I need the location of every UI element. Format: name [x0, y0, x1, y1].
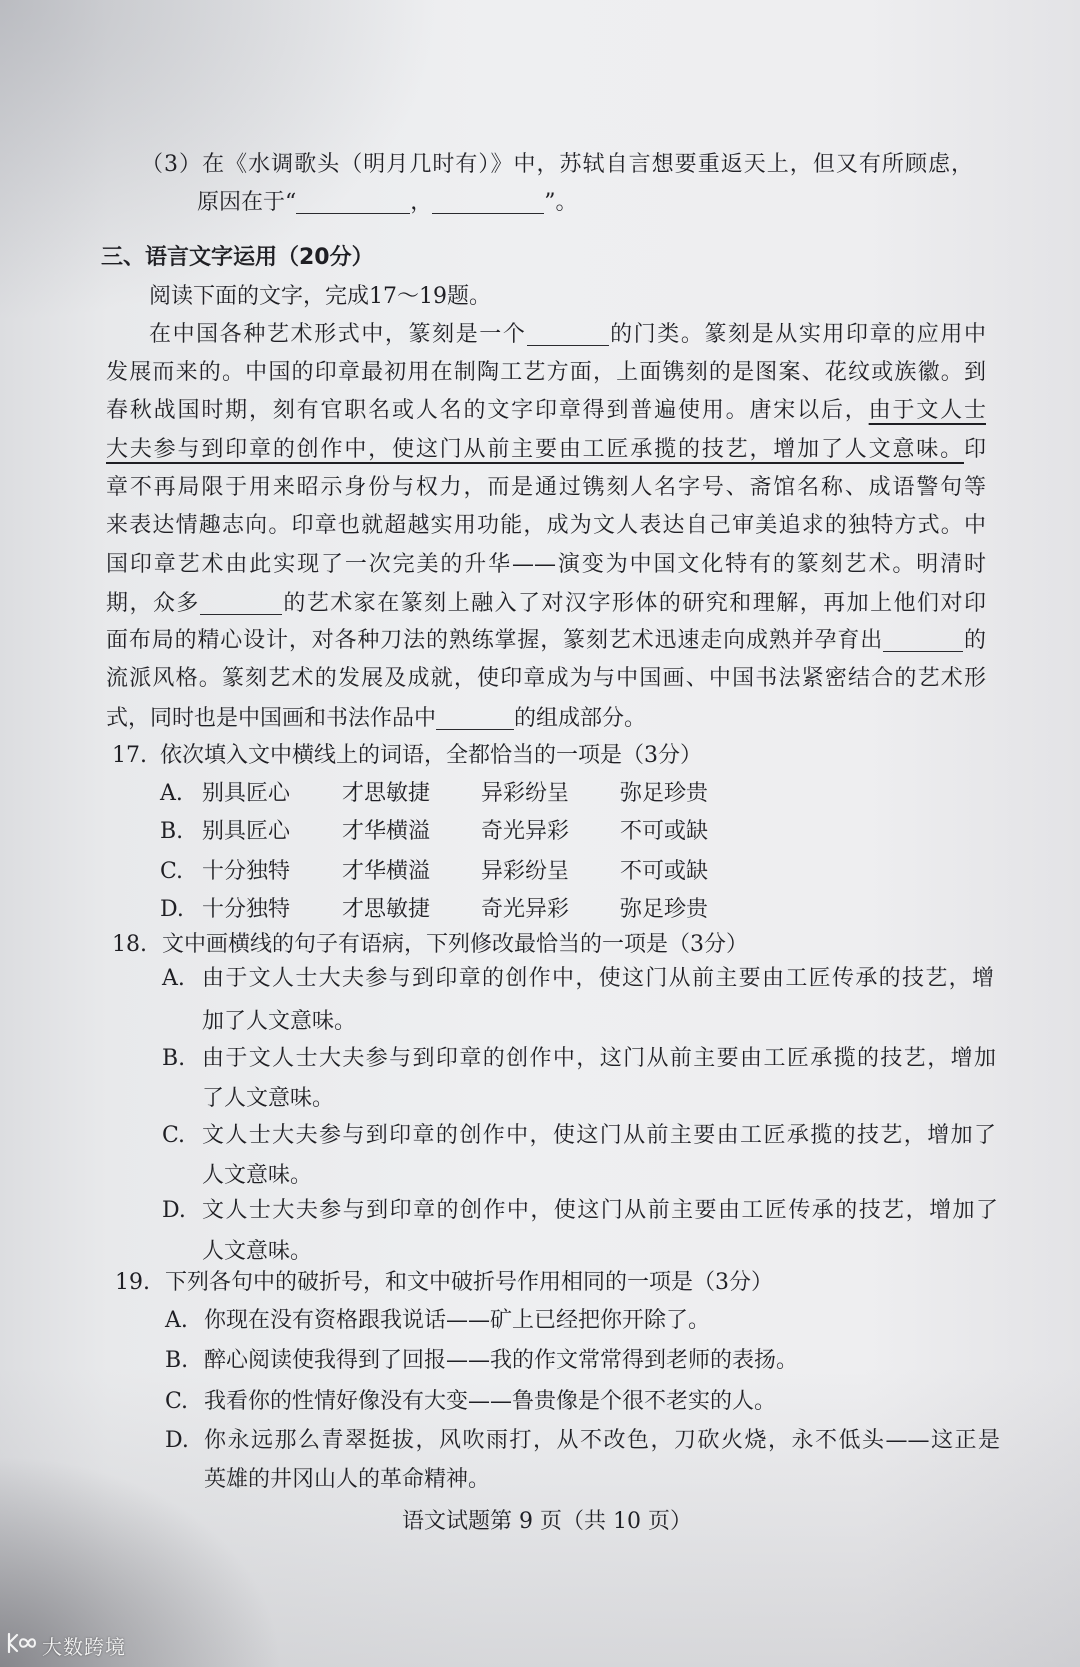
option-row	[0, 777, 1080, 811]
option-choice: 异彩纷呈	[481, 859, 570, 884]
option-label: B.	[165, 1348, 189, 1373]
passage-text: 期，众多	[106, 591, 200, 616]
option-text: 文人士大夫参与到印章的创作中，使这门从前主要由工匠传承的技艺，增加了	[202, 1198, 998, 1223]
fill-blank	[883, 650, 963, 652]
option-text: 醉心阅读使我得到了回报——我的作文常常得到老师的表扬。	[204, 1348, 799, 1373]
watermark	[6, 1630, 126, 1660]
question-19	[0, 1266, 1080, 1300]
question-3-text: ，	[410, 190, 433, 215]
passage-line	[106, 433, 986, 467]
option-choice: 奇光异彩	[481, 897, 570, 922]
watermark-text: 大数跨境	[42, 1634, 126, 1659]
fill-blank	[436, 728, 514, 730]
option-text: 由于文人士大夫参与到印章的创作中，这门从前主要由工匠承揽的技艺，增加	[202, 1046, 996, 1071]
option-label: B.	[162, 1046, 186, 1071]
option-choice: 十分独特	[202, 897, 291, 922]
option-choice: 才华横溢	[342, 819, 431, 844]
section-instruction: 阅读下面的文字，完成17～19题。	[149, 284, 491, 309]
page-footer: 语文试题第 9 页（共 10 页）	[402, 1509, 692, 1534]
passage-text: 面布局的精心设计，对各种刀法的熟练掌握，篆刻艺术迅速走向成熟并孕育出	[106, 628, 884, 653]
option-text: 我看你的性情好像没有大变——鲁贵像是个很不老实的人。	[204, 1389, 777, 1414]
option-label: D.	[160, 897, 184, 922]
option-choice: 弥足珍贵	[620, 781, 709, 806]
option-label: A.	[160, 781, 183, 806]
passage-text: 在中国各种艺术形式中，篆刻是一个	[149, 322, 527, 347]
option-label: D.	[165, 1428, 189, 1453]
option-text: 文人士大夫参与到印章的创作中，使这门从前主要由工匠承揽的技艺，增加了	[202, 1123, 996, 1148]
question-3-line-1: （3）在《水调歌头（明月几时有）》中，苏轼自言想要重返天上，但又有所顾虑，	[141, 152, 973, 177]
option-label: D.	[162, 1198, 186, 1223]
option-row	[0, 815, 1080, 849]
passage-line	[106, 624, 986, 658]
passage-text: 的组成部分。	[514, 706, 647, 731]
passage-text: 式，同时也是中国画和书法作品中	[106, 706, 437, 731]
passage-text: 的门类。篆刻是从实用印章的应用中	[608, 322, 986, 347]
passage-text: 的	[963, 628, 986, 653]
passage-line: 来表达情趣志向。印章也就超越实用功能，成为文人表达自己审美追求的独特方式。中	[106, 513, 986, 538]
option-choice: 不可或缺	[620, 819, 709, 844]
option-choice: 异彩纷呈	[481, 781, 570, 806]
option-text: 由于文人士大夫参与到印章的创作中，使这门从前主要由工匠传承的技艺，增	[202, 966, 994, 991]
option-choice: 十分独特	[202, 859, 291, 884]
brand-logo-icon	[6, 1631, 36, 1659]
option-text: 英雄的井冈山人的革命精神。	[204, 1467, 491, 1492]
option-text: 你永远那么青翠挺拔，风吹雨打，从不改色，刀砍火烧，永不低头——这正是	[204, 1428, 1000, 1453]
option-label: A.	[165, 1308, 188, 1333]
fill-blank	[200, 613, 282, 615]
option-text: 人文意味。	[202, 1163, 313, 1188]
question-17	[0, 739, 1080, 773]
option-choice: 才思敏捷	[342, 897, 431, 922]
passage-line	[106, 587, 986, 621]
passage-text: 春秋战国时期，刻有官职名或人名的文字印章得到普遍使用。唐宋以后，	[106, 398, 869, 423]
passage-line	[106, 394, 986, 428]
option-label: A.	[162, 966, 185, 991]
passage-line	[149, 318, 986, 352]
fill-blank	[527, 344, 609, 346]
option-text: 加了人文意味。	[202, 1009, 357, 1034]
option-label: C.	[162, 1123, 186, 1148]
passage-text: 的艺术家在篆刻上融入了对汉字形体的研究和理解，再加上他们对印	[281, 591, 986, 616]
option-label: B.	[160, 819, 184, 844]
passage-text: 印	[963, 437, 986, 462]
question-18	[0, 928, 1080, 962]
option-row	[0, 893, 1080, 927]
option-label: C.	[160, 859, 184, 884]
option-choice: 不可或缺	[620, 859, 709, 884]
fill-blank	[432, 212, 544, 214]
option-choice: 弥足珍贵	[620, 897, 709, 922]
option-choice: 才华横溢	[342, 859, 431, 884]
question-3-text: 原因在于“	[197, 190, 297, 215]
question-number: 19.	[115, 1270, 150, 1295]
option-choice: 别具匠心	[202, 819, 291, 844]
question-3-text: ”。	[544, 190, 578, 215]
fill-blank	[296, 212, 410, 214]
option-row	[0, 855, 1080, 889]
option-text: 人文意味。	[202, 1239, 313, 1264]
passage-line	[106, 702, 646, 736]
option-text: 你现在没有资格跟我说话——矿上已经把你开除了。	[204, 1308, 711, 1333]
question-stem: 下列各句中的破折号，和文中破折号作用相同的一项是（3分）	[165, 1270, 773, 1295]
underlined-sentence: 由于文人士	[868, 398, 986, 423]
option-label: C.	[165, 1389, 189, 1414]
question-number: 18.	[112, 932, 147, 957]
question-stem: 依次填入文中横线上的词语，全都恰当的一项是（3分）	[160, 743, 702, 768]
option-choice: 才思敏捷	[342, 781, 431, 806]
passage-line: 章不再局限于用来昭示身份与权力，而是通过镌刻人名字号、斋馆名称、成语警句等	[106, 475, 986, 500]
question-stem: 文中画横线的句子有语病，下列修改最恰当的一项是（3分）	[162, 932, 748, 957]
passage-line: 国印章艺术由此实现了一次完美的升华——演变为中国文化特有的篆刻艺术。明清时	[106, 552, 986, 577]
underlined-sentence: 大夫参与到印章的创作中，使这门从前主要由工匠承揽的技艺，增加了人文意味。	[106, 437, 964, 462]
section-heading: 三、语言文字运用（20分）	[101, 245, 374, 270]
option-text: 了人文意味。	[202, 1086, 335, 1111]
option-choice: 别具匠心	[202, 781, 291, 806]
question-3-line-2	[197, 186, 578, 220]
question-number: 17.	[112, 743, 147, 768]
option-choice: 奇光异彩	[481, 819, 570, 844]
passage-line: 流派风格。篆刻艺术的发展及成就，使印章成为与中国画、中国书法紧密结合的艺术形	[106, 666, 986, 691]
passage-line: 发展而来的。中国的印章最初用在制陶工艺方面，上面镌刻的是图案、花纹或族徽。到	[106, 360, 986, 385]
